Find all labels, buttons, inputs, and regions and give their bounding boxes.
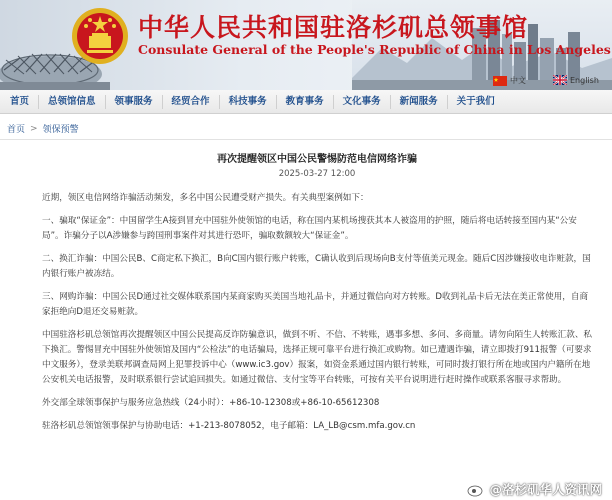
- nav-science-tech[interactable]: 科技事务: [220, 95, 277, 109]
- article-paragraph: 近期，领区电信网络诈骗活动频发，多名中国公民遭受财产损失。有关典型案例如下：: [42, 193, 369, 203]
- weibo-logo-icon: [467, 481, 485, 497]
- site-title-chinese: 中华人民共和国驻洛杉矶总领事馆: [138, 13, 529, 42]
- breadcrumb-separator: >: [30, 123, 38, 134]
- main-navigation: [0, 90, 612, 114]
- article-paragraph: 驻洛杉矶总领馆领事保护与协助电话：+1-213-8078052，电子邮箱：LA_LB@csm.mfa.gov.cn: [42, 421, 416, 431]
- article: [42, 150, 592, 442]
- language-english-link[interactable]: [553, 75, 599, 85]
- breadcrumb-home[interactable]: 首页: [7, 125, 26, 135]
- language-chinese-link[interactable]: [493, 75, 526, 86]
- nav-education[interactable]: 教育事务: [277, 95, 334, 109]
- language-chinese-label: 中文: [510, 76, 526, 85]
- breadcrumb: [0, 118, 612, 140]
- nav-home[interactable]: 首页: [0, 95, 39, 109]
- site-banner: [0, 0, 612, 90]
- article-paragraph: 三、网购诈骗：中国公民D通过社交媒体联系国内某商家购买美国当地礼品卡，并通过微信向对方转账。D收到礼品卡后无法在美正常使用，自商家拒绝向D退还交易赃款。: [42, 292, 589, 317]
- nav-economic-trade[interactable]: 经贸合作: [163, 95, 220, 109]
- article-title: 再次提醒领区中国公民警惕防范电信网络诈骗: [217, 154, 417, 165]
- breadcrumb-current[interactable]: 领保预警: [42, 125, 79, 135]
- nav-culture[interactable]: 文化事务: [334, 95, 391, 109]
- nav-consulate-info[interactable]: 总领馆信息: [39, 95, 106, 109]
- nav-about-us[interactable]: 关于我们: [456, 95, 495, 107]
- site-title-english: Consulate General of the People's Republic of China in Los Angeles: [138, 42, 611, 57]
- nav-consular-services[interactable]: 领事服务: [106, 95, 163, 109]
- nav-news[interactable]: 新闻服务: [391, 95, 448, 109]
- article-paragraph: 中国驻洛杉矶总领馆再次提醒领区中国公民提高反诈防骗意识，做到不听、不信、不转账，遇事多想、多问、多商量。请勿向陌生人转账汇款、私下换汇。警惕冒充中国驻外使领馆及国内“公检法”的电话骗局，选择正规可靠平台进行换汇或购物。如已遭遇诈骗，请立即拨打911报警（可要求中文服务），登录美联邦调查局网上犯罪投诉中心（www.ic3.gov）报案，如资金系通过国内银行转账，可同时拨打银行所在地或国内户籍所在地公安机关电话报警，及时联系银行尝试追回损失。如通过微信、支付宝等平台转账，可按有关平台说明进行赶时操作或联系客服寻求帮助。: [42, 330, 593, 385]
- article-paragraph: 二、换汇诈骗：中国公民B、C商定私下换汇，B向C国内银行账户转账，C确认收到后现场向B支付等值美元现金。随后C因涉嫌接收电诈赃款，国内银行账户被冻结。: [42, 254, 591, 279]
- article-paragraph: 外交部全球领事保护与服务应急热线（24小时）：+86-10-12308或+86-10-65612308: [42, 398, 380, 408]
- weibo-watermark: [467, 480, 602, 498]
- national-emblem-icon: [70, 6, 130, 66]
- uk-flag-icon: [553, 75, 567, 85]
- article-paragraph: 一、骗取“保证金”：中国留学生A接到冒充中国驻外使领馆的电话，称在国内某机场搜获其本人被盗用的护照，随后将电话转接至国内某“公安局”。诈骗分子以A涉嫌参与跨国刑事案件对其进行恐吓，骗取数额较大“保证金”。: [42, 216, 577, 241]
- china-flag-icon: [493, 76, 507, 86]
- watermark-text: @洛杉矶华人资讯网: [489, 482, 602, 497]
- article-date: 2025-03-27 12:00: [278, 169, 356, 179]
- language-english-label: English: [570, 75, 599, 85]
